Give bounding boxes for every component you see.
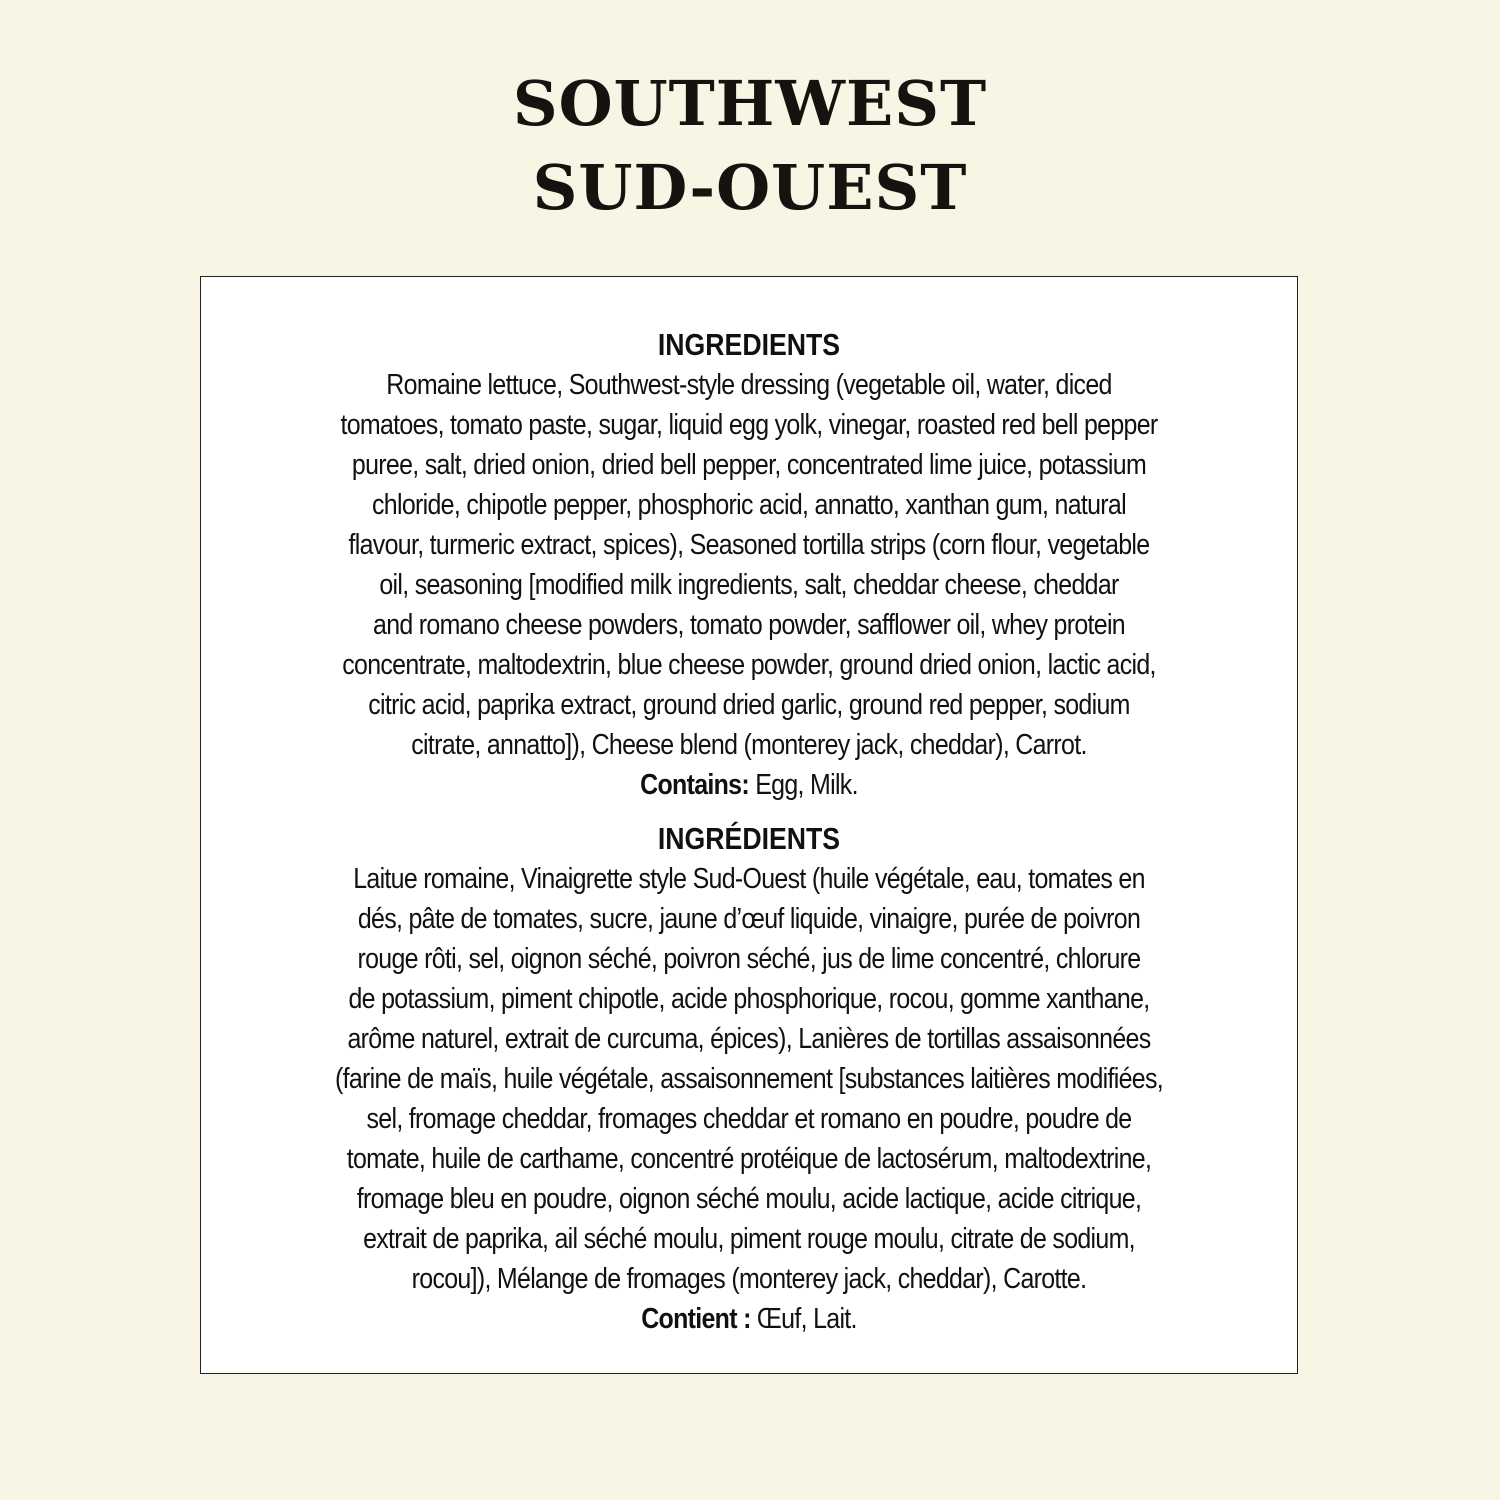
product-title-french: SUD-OUEST	[532, 151, 968, 224]
ingredients-line-french: sel, fromage cheddar, fromages cheddar et romano en poudre, poudre de	[366, 1103, 1132, 1135]
ingredients-line-french: rouge rôti, sel, oignon séché, poivron séché, jus de lime concentré, chlorure	[357, 943, 1141, 975]
product-title	[0, 62, 1500, 230]
product-title-english: SOUTHWEST	[512, 67, 988, 140]
ingredients-line: tomatoes, tomato paste, sugar, liquid egg yolk, vinegar, roasted red bell pepper	[340, 409, 1158, 441]
ingredients-line: citrate, annatto]), Cheese blend (monterey jack, cheddar), Carrot.	[411, 729, 1087, 761]
ingredients-line-french: dés, pâte de tomates, sucre, jaune d’œuf liquide, vinaigre, purée de poivron	[357, 903, 1141, 935]
contains-label: Contains:	[640, 769, 749, 801]
ingredients-line: citric acid, paprika extract, ground dried garlic, ground red pepper, sodium	[368, 689, 1130, 721]
contains-value: Egg, Milk.	[748, 769, 858, 801]
ingredients-text	[300, 365, 1198, 805]
french-ingredients-section	[227, 819, 1271, 1339]
ingredients-line: Romaine lettuce, Southwest-style dressing (vegetable oil, water, diced	[386, 369, 1112, 401]
ingredients-line-french: tomate, huile de carthame, concentré protéique de lactosérum, maltodextrine,	[346, 1143, 1152, 1175]
ingredients-line: chloride, chipotle pepper, phosphoric acid, annatto, xanthan gum, natural	[372, 489, 1126, 521]
ingredients-line: flavour, turmeric extract, spices), Seasoned tortilla strips (corn flour, vegetable	[348, 529, 1150, 561]
contains-value-french: Œuf, Lait.	[750, 1303, 857, 1335]
ingredients-line-french: de potassium, piment chipotle, acide phosphorique, rocou, gomme xanthane,	[348, 983, 1150, 1015]
contains-label-french: Contient :	[641, 1303, 751, 1335]
ingredients-line-french: rocou]), Mélange de fromages (monterey jack, cheddar), Carotte.	[411, 1263, 1087, 1295]
ingredients-text-french	[300, 859, 1198, 1339]
ingredients-heading: INGREDIENTS	[657, 327, 841, 362]
ingredients-line-french: arôme naturel, extrait de curcuma, épices), Lanières de tortillas assaisonnées	[347, 1023, 1151, 1055]
allergen-statement-french	[300, 1299, 1198, 1339]
ingredients-line: puree, salt, dried onion, dried bell pepper, concentrated lime juice, potassium	[351, 449, 1147, 481]
ingredients-line-french: extrait de paprika, ail séché moulu, piment rouge moulu, citrate de sodium,	[363, 1223, 1135, 1255]
ingredients-heading-french: INGRÉDIENTS	[657, 821, 841, 856]
ingredients-line: and romano cheese powders, tomato powder, safflower oil, whey protein	[373, 609, 1125, 641]
ingredients-line: oil, seasoning [modified milk ingredients, salt, cheddar cheese, cheddar	[379, 569, 1119, 601]
allergen-statement	[300, 765, 1198, 805]
english-ingredients-section	[227, 325, 1271, 805]
ingredients-line-french: fromage bleu en poudre, oignon séché moulu, acide lactique, acide citrique,	[356, 1183, 1142, 1215]
ingredients-line: concentrate, maltodextrin, blue cheese powder, ground dried onion, lactic acid,	[342, 649, 1156, 681]
ingredients-line-french: (farine de maïs, huile végétale, assaisonnement [substances laitières modifiées,	[334, 1063, 1164, 1095]
ingredients-panel	[200, 276, 1298, 1374]
ingredients-line-french: Laitue romaine, Vinaigrette style Sud-Ouest (huile végétale, eau, tomates en	[353, 863, 1145, 895]
